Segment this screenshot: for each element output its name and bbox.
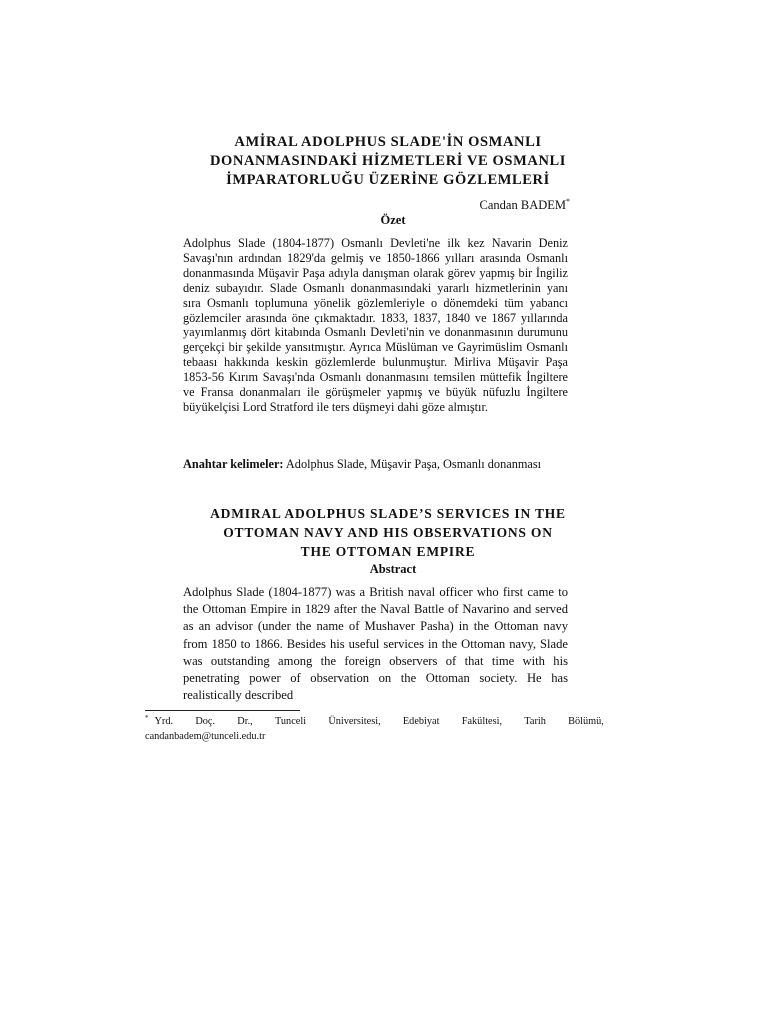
footnote-word: Bölümü, xyxy=(568,716,604,727)
footnote-word: Doç. xyxy=(195,716,216,727)
keywords-paragraph xyxy=(183,457,568,472)
author-name: Candan BADEM xyxy=(479,198,566,212)
english-title-line-1: ADMIRAL ADOLPHUS SLADE’S SERVICES IN THE xyxy=(210,506,566,521)
author-footnote-mark: * xyxy=(566,196,570,206)
author-byline xyxy=(300,197,570,213)
footnote-word: Üniversitesi, xyxy=(328,716,381,727)
footnote-divider xyxy=(145,710,300,711)
footnote-word: Fakültesi, xyxy=(461,716,503,727)
footnote-word: Dr., xyxy=(237,716,253,727)
abstract-paragraph: Adolphus Slade (1804-1877) was a British naval officer who first came to the Ottoman Empire in 1829 after the Naval Battle of Navarino and served as an advisor (under the name of Mushaver Pasha) in the Ottoman navy from 1850 to 1866. Besides his useful services in the Ottoman navy, Slade was outstanding among the foreign observers of that time with his penetrating power of observation on the Ottoman society. He has realistically described xyxy=(183,585,568,703)
footnote-mark: * xyxy=(145,713,149,722)
keywords-text: Adolphus Slade, Müşavir Paşa, Osmanlı donanması xyxy=(283,457,542,471)
english-title-line-3: THE OTTOMAN EMPIRE xyxy=(300,544,476,559)
footnote-affiliation-line xyxy=(145,715,604,730)
footnote-email: candanbadem@tunceli.edu.tr xyxy=(145,730,266,742)
turkish-title-line-3: İMPARATORLUĞU ÜZERİNE GÖZLEMLERİ xyxy=(226,172,550,188)
ozet-paragraph: Adolphus Slade (1804-1877) Osmanlı Devleti'ne ilk kez Navarin Deniz Savaşı'nın ardından 1829'da gelmiş ve 1850-1866 yılları arasında Osmanlı donanmasında Müşavir Paşa adıyla danışman olarak görev yapmış bir İngiliz deniz subayıdır. Slade Osmanlı donanmasındaki yararlı hizmetlerinin yanı sıra Osmanlı toplumuna yönelik gözlemleriyle o dönemdeki tüm yabancı gözlemciler arasında öne çıkmaktadır. 1833, 1837, 1840 ve 1867 yıllarında yayımlanmış dört kitabında Osmanlı Devleti'nin ve donanmasının durumunu gerçekçi bir şekilde yansıtmıştır. Ayrıca Müslüman ve Gayrimüslim Osmanlı tebaası hakkında keskin gözlemlerde bulunmuştur. Mirliva Müşavir Paşa 1853-56 Kırım Savaşı'nda Osmanlı donanmasını temsilen müttefik İngiltere ve Fransa donanmaları ile görüşmeler yapmış ve büyük nüfuzlu İngiltere büyükelçisi Lord Stratford ile ters düşmeyi dahi göze almıştır. xyxy=(183,236,568,414)
footnote-word: Tarih xyxy=(524,716,546,727)
turkish-title-line-1: AMİRAL ADOLPHUS SLADE'İN OSMANLI xyxy=(234,134,542,150)
english-title xyxy=(150,504,626,561)
turkish-title-line-2: DONANMASINDAKİ HİZMETLERİ VE OSMANLI xyxy=(209,153,567,169)
ozet-heading: Özet xyxy=(380,213,406,227)
footnote-word: * Yrd. xyxy=(145,713,174,727)
abstract-heading: Abstract xyxy=(369,562,417,576)
footnote-word: Tunceli xyxy=(274,716,307,727)
english-title-line-2: OTTOMAN NAVY AND HIS OBSERVATIONS ON xyxy=(223,525,553,540)
footnote-word: Edebiyat xyxy=(402,716,440,727)
footnote xyxy=(145,715,604,744)
turkish-title xyxy=(150,133,626,190)
keywords-label: Anahtar kelimeler: xyxy=(183,457,284,471)
